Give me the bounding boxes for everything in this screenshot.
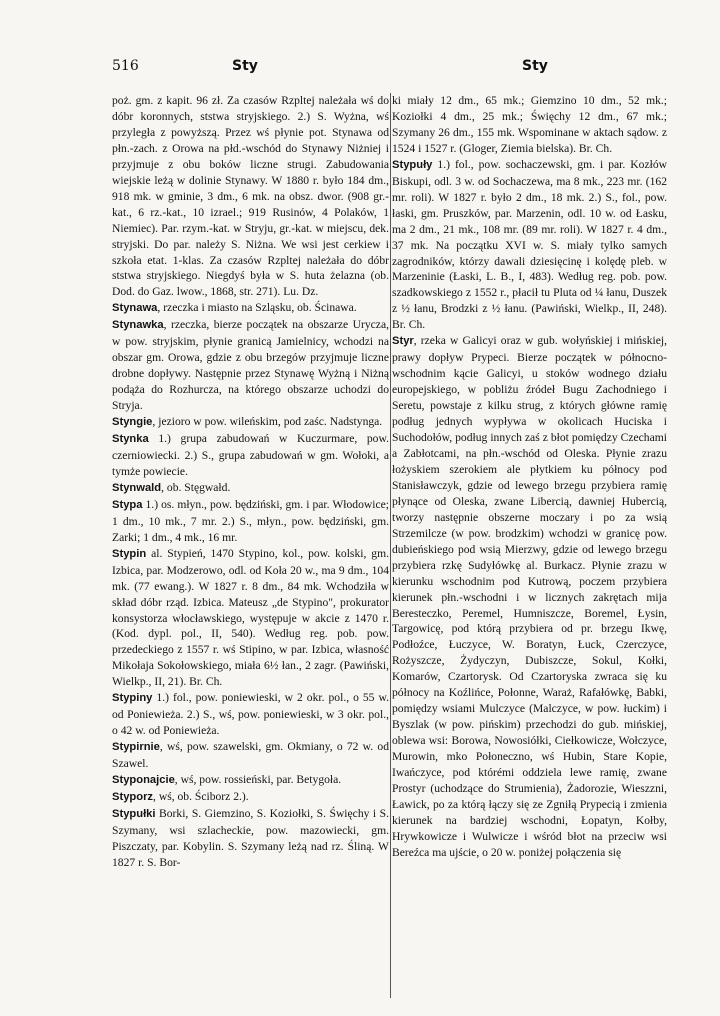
entry-paragraph: Stynwald, ob. Stęgwałd. bbox=[112, 480, 231, 494]
running-header bbox=[112, 58, 667, 78]
entry-paragraph: Stynawa, rzeczka i miasto na Szląsku, ob. Ścinawa. bbox=[112, 301, 357, 315]
page-number: 516 bbox=[112, 58, 139, 74]
entry-headword: Styponajcie bbox=[112, 774, 175, 787]
entry-headword: Stynawa bbox=[112, 302, 158, 315]
entry-headword: Stypuły bbox=[392, 158, 433, 171]
entry-headword: Stynawka bbox=[112, 319, 164, 332]
right-running-headword: Sty bbox=[522, 58, 548, 74]
entry-paragraph: Stypin al. Stypień, 1470 Stypino, kol., pow. kolski, gm. Izbica, par. Modzerowo, odl. od Koła 20 w., ma 9 dm., 104 mk. (77 ewang.). W 1827 r. 8 dm., 84 mk. Wchodziła w skład dóbr rząd. Izbica. Mateusz „de Stypino", prokurator konsystorza włocławskiego, występuje w akcie z 1470 r. (Kod. dypl. pol., II, 540). Według reg. pob. pow. przedeckiego z 1557 r. wś Stipino, w par. Izbica, własność Mikołaja Sokołowskiego, miała 6½ łan., 2 zagr. (Pawiński, Wielkp., II, 21). Br. Ch. bbox=[112, 546, 389, 689]
entry-paragraph: ki miały 12 dm., 65 mk.; Giemzino 10 dm., 52 mk.; Koziołki 4 dm., 25 mk.; Święchy 12 dm., 67 mk.; Szymany 26 dm., 155 mk. Wspominane w aktach sądow. z 1524 i 1527 r. (Gloger, Ziemia bielska). Br. Ch. bbox=[392, 94, 667, 155]
entry-paragraph: Stynka 1.) grupa zabudowań w Kuczurmare, pow. czerniowiecki. 2.) S., grupa zabudowań w gm. Wołoki, a tymże powiecie. bbox=[112, 432, 389, 478]
entry-paragraph: Styporz, wś, ob. Ściborz 2.). bbox=[112, 789, 249, 803]
entry-headword: Stypułki bbox=[112, 807, 156, 820]
entry-paragraph: Styponajcie, wś, pow. rossieński, par. Betygoła. bbox=[112, 773, 342, 787]
entry-paragraph: Stypiny 1.) fol., pow. poniewieski, w 2 okr. pol., o 55 w. od Poniewieża. 2.) S., wś, pow. poniewieski, w 3 okr. pol., o 42 w. od Poniewieża. bbox=[112, 691, 389, 738]
entry-paragraph: Stypuły 1.) fol., pow. sochaczewski, gm. i par. Kozłów Biskupi, odl. 3 w. od Sochaczewa, ma 8 mk., 223 mr. (162 mr. roli). W 1827 r. było 2 dm., 18 mk. 2.) S., fol., pow. łaski, gm. Pruszków, par. Marzenin, odl. 10 w. od Łasku, ma 2 dm., 21 mk., 108 mr. (89 mr. roli). W 1827 r. 4 dm., 37 mk. Na początku XVI w. S. miały tylko samych zagrodników, którzy dawali dziesięcinę i kolędę pleb. w Marzeninie (Łaski, L. B., I, 483). Według reg. pob. pow. szadkowskiego z 1552 r., płacił tu Pluta od ¼ łanu, Duszek z ½ łanu, Brodzki z ½ łanu. (Pawiński, Wielkp., II, 248). Br. Ch. bbox=[392, 157, 667, 332]
left-column bbox=[112, 93, 389, 998]
entry-headword: Stypa bbox=[112, 498, 143, 511]
entry-headword: Stypiny bbox=[112, 692, 153, 705]
entry-paragraph: Styngie, jezioro w pow. wileńskim, pod zaśc. Nadstynga. bbox=[112, 415, 383, 429]
entry-headword: Stynwald bbox=[112, 481, 162, 494]
left-running-headword: Sty bbox=[232, 58, 258, 74]
entry-paragraph: Stynawka, rzeczka, bierze początek na obszarze Urycza, w pow. stryjskim, płynie granicą Jamielnicy, wchodzi na obszar gm. Orowa, gdzie z obu brzegów przyjmuje liczne drobne dopływy. Następnie przez Stynawę Wyżną i Niżną podąża do Rozhurcza, na którego obszarze uchodzi do Stryja. bbox=[112, 318, 389, 413]
entry-headword: Styr bbox=[392, 335, 414, 348]
column-divider bbox=[390, 93, 391, 998]
entry-paragraph: poż. gm. z kapit. 96 zł. Za czasów Rzpltej należała wś do dóbr koronnych, ststwa stryjskiego. 2.) S. Wyżna, wś przyległa z powyższą. Przez wś płynie pot. Stynawa od płn.-zach. z Orowa na płd.-wschód do Stynawy Niżniej i przyjmuje z obu boków liczne strugi. Zabudowania wiejskie leżą w dolinie Stynawy. W 1880 r. było 184 dm., 918 mk. w gminie, 3 dm., 6 mk. na obsz. dwor. (908 gr.-kat., 6 rz.-kat., 10 izrael.; 919 Rusinów, 4 Polaków, 1 Niemiec). Par. rzym.-kat. w Stryju, gr.-kat. w miejscu, dek. stryjski. Do par. należy S. Niżna. We wsi jest cerkiew i szkoła etat. 1-klas. Za czasów Rzpltej należała do dóbr ststwa stryjskiego. Niegdyś była w S. huta żelazna (ob. Dod. do Gaz. lwow., 1868, str. 271). Lu. Dz. bbox=[112, 94, 389, 299]
entry-headword: Styngie bbox=[112, 416, 153, 429]
entry-paragraph: Stypa 1.) os. młyn., pow. będziński, gm. i par. Włodowice; 1 dm., 10 mk., 7 mr. 2.) S., młyn., pow. będziński, gm. Zarki; 1 dm., 4 mk., 16 mr. bbox=[112, 497, 389, 544]
entry-headword: Stypin bbox=[112, 547, 147, 560]
entry-paragraph: Stypułki Borki, S. Giemzino, S. Koziołki, S. Święchy i S. Szymany, wsi szlacheckie, pow. mazowiecki, gm. Piszczaty, par. Kobylin. S. Szymany leżą nad rz. Śliną. W 1827 r. S. Bor- bbox=[112, 806, 389, 869]
entry-paragraph: Stypirnie, wś, pow. szawelski, gm. Okmiany, o 72 w. od Szawel. bbox=[112, 740, 389, 771]
entry-headword: Stynka bbox=[112, 433, 149, 446]
right-column bbox=[392, 93, 667, 998]
entry-headword: Styporz bbox=[112, 790, 154, 803]
entry-paragraph: Styr, rzeka w Galicyi oraz w gub. wołyńskiej i mińskiej, prawy dopływ Prypeci. Bierze początek w północno-wschodnim kącie Galicyi, u stoków wodnego działu europejskiego, w pobliżu źródeł Bugu Zachodniego i Seretu, powstaje z kilku strug, z których główne ramię podług jednych wypływa w okolicach Huciska i Suchodołów, podług innych zaś z błot pomiędzy Czechami a Zabłotcami, na płn.-wschód od Oleska. Płynie zrazu łożyskiem szerokiem ale płytkiem ku północy pod Stanisławczyk, gdzie od lewego brzegu przybiera ramię płynące od Oleska, zwane Libercią, dawniej Hubercią, tworzy następnie obszerne moczary i po za wsią Strzemilcze (w pow. brodzkim) wchodzi w granicę pow. dubieńskiego pod wsią Mierzwy, gdzie od lewego brzegu przybiera rzkę Sudyłówkę al. Burkacz. Płynie zrazu w kierunku wschodnim pod Kutrową, poczem przybiera kierunek płn.-wschodni i w licznych zakrętach mija Beresteczko, Peremel, Humniszcze, Boremel, Łysin, Targowicę, pod którą przybiera od pr. brzegu Ikwę, Podłoźce, Łuczyce, W. Boratyn, Łuck, Czerczyce, Rożyszcze, Żydyczyn, Dubiszcze, Sokul, Kołki, Komarów, Czartorysk. Od Czartoryska zwraca się ku północy na Koźlińce, Połonne, Waraż, Rafałówkę, Babki, pomiędzy wsiami Mulczyce (Malczyce, w pow. łuckim) i Byszlak (w pow. pińskim) przechodzi do gub. mińskiej, oblewa wsi: Borowa, Nowosiółki, Ciełkowicze, Wołczyce, Murowin, mko Połoneczno, wś Hubin, Stare Kopie, Iwańczyce, pod którémi oddziela lewe ramię, zwane Prostyr (uchodzące do Strumienia), Żadorozie, Wieszzni, Ławick, po za którą łączy się ze Zgniłą Prypecią i zmienia kierunek na bardziej wschodni, Łopatyn, Kołby, Hrywkowicze i Wulwicze i wśród błot na przeciw wsi Bereźca ma ujście, o 20 w. poniżej połączenia się bbox=[392, 334, 667, 859]
entry-headword: Stypirnie bbox=[112, 741, 160, 754]
